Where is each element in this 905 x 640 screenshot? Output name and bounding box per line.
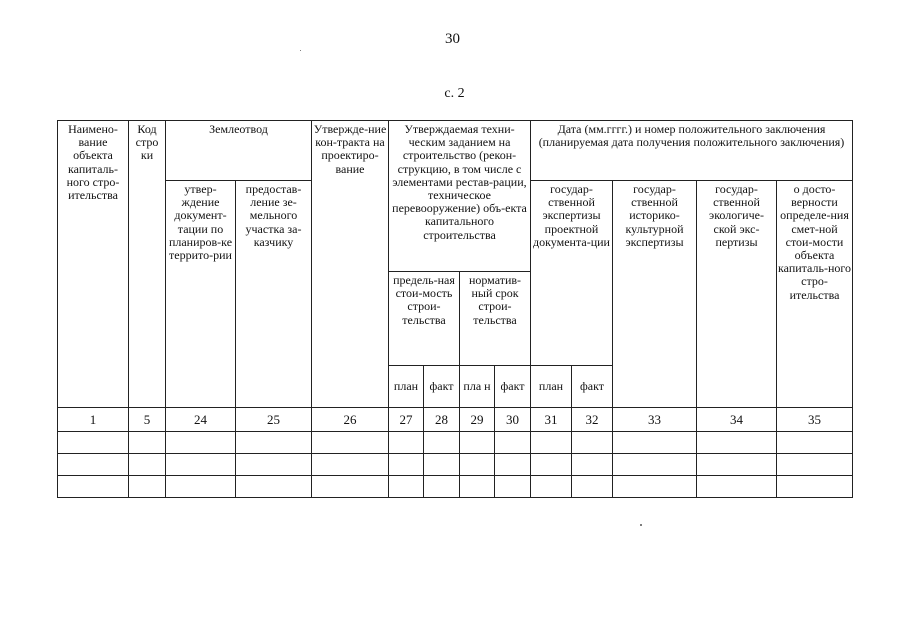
column-number: 34 xyxy=(697,408,777,432)
column-number: 29 xyxy=(460,408,495,432)
empty-cell[interactable] xyxy=(613,476,697,498)
empty-cell[interactable] xyxy=(129,432,166,454)
empty-cell[interactable] xyxy=(424,476,460,498)
empty-cell[interactable] xyxy=(777,476,853,498)
scan-speck xyxy=(300,50,301,51)
empty-cell[interactable] xyxy=(166,432,236,454)
empty-cell[interactable] xyxy=(572,432,613,454)
empty-cell[interactable] xyxy=(697,454,777,476)
empty-cell[interactable] xyxy=(58,476,129,498)
empty-cell[interactable] xyxy=(129,454,166,476)
empty-cell[interactable] xyxy=(613,432,697,454)
header-land-plan-approval: утвер-ждение документ-тации по планиров-ке террито-рии xyxy=(166,181,236,408)
empty-cell[interactable] xyxy=(312,432,389,454)
empty-cell[interactable] xyxy=(129,476,166,498)
column-numbers-row xyxy=(58,408,853,432)
empty-cell[interactable] xyxy=(166,476,236,498)
column-number: 30 xyxy=(495,408,531,432)
column-number: 33 xyxy=(613,408,697,432)
empty-cell[interactable] xyxy=(236,476,312,498)
empty-cell[interactable] xyxy=(166,454,236,476)
header-normative-term: норматив-ный срок строи-тельства xyxy=(460,272,531,366)
empty-cell[interactable] xyxy=(460,432,495,454)
empty-cell[interactable] xyxy=(777,454,853,476)
column-number: 32 xyxy=(572,408,613,432)
empty-cell[interactable] xyxy=(495,454,531,476)
empty-cell[interactable] xyxy=(460,476,495,498)
column-number: 31 xyxy=(531,408,572,432)
header-contract-approval: Утвержде-ние кон-тракта на проектиро-вание xyxy=(312,121,389,408)
empty-cell[interactable] xyxy=(572,454,613,476)
header-state-expertise-ecological: государ-ственной экологиче-ской экс-пертизы xyxy=(697,181,777,408)
empty-cell[interactable] xyxy=(697,476,777,498)
empty-data-row xyxy=(58,476,853,498)
empty-cell[interactable] xyxy=(236,454,312,476)
header-plan: план xyxy=(531,366,572,408)
empty-cell[interactable] xyxy=(312,476,389,498)
header-limit-cost: предель-ная стои-мость строи-тельства xyxy=(389,272,460,366)
empty-cell[interactable] xyxy=(389,432,424,454)
empty-cell[interactable] xyxy=(424,454,460,476)
column-number: 35 xyxy=(777,408,853,432)
empty-cell[interactable] xyxy=(531,476,572,498)
empty-cell[interactable] xyxy=(777,432,853,454)
empty-cell[interactable] xyxy=(389,454,424,476)
empty-cell[interactable] xyxy=(58,432,129,454)
header-state-expertise-project: государ-ственной экспертизы проектной документа-ции xyxy=(531,181,613,366)
header-state-expertise-historical: государ-ственной историко-культурной экспертизы xyxy=(613,181,697,408)
header-estimate-reliability: о досто-верности определе-ния смет-ной стои-мости объекта капиталь-ного стро-ительства xyxy=(777,181,853,408)
report-table xyxy=(57,120,853,498)
empty-cell[interactable] xyxy=(531,454,572,476)
column-number: 1 xyxy=(58,408,129,432)
column-number: 25 xyxy=(236,408,312,432)
column-number: 5 xyxy=(129,408,166,432)
page-number: 30 xyxy=(445,31,460,47)
empty-cell[interactable] xyxy=(58,454,129,476)
header-fact: факт xyxy=(495,366,531,408)
empty-cell[interactable] xyxy=(424,432,460,454)
empty-cell[interactable] xyxy=(495,476,531,498)
column-number: 26 xyxy=(312,408,389,432)
empty-cell[interactable] xyxy=(460,454,495,476)
empty-cell[interactable] xyxy=(495,432,531,454)
scan-speck xyxy=(640,524,642,526)
empty-cell[interactable] xyxy=(531,432,572,454)
column-number: 27 xyxy=(389,408,424,432)
column-number: 24 xyxy=(166,408,236,432)
header-plan: план xyxy=(389,366,424,408)
header-fact: факт xyxy=(572,366,613,408)
column-number: 28 xyxy=(424,408,460,432)
empty-data-row xyxy=(58,454,853,476)
empty-cell[interactable] xyxy=(236,432,312,454)
header-plan: пла н xyxy=(460,366,495,408)
header-row-1 xyxy=(58,121,853,181)
empty-cell[interactable] xyxy=(389,476,424,498)
header-land-allotment: Землеотвод xyxy=(166,121,312,181)
empty-cell[interactable] xyxy=(572,476,613,498)
header-land-provision: предостав-ление зе-мельного участка за-казчику xyxy=(236,181,312,408)
header-technical-task: Утверждаемая техни-ческим заданием на строительство (рекон-струкцию, в том числе с элементами рестав-рации, техническое перевооружение) объ-екта капитального строительства xyxy=(389,121,531,272)
empty-cell[interactable] xyxy=(312,454,389,476)
empty-data-row xyxy=(58,432,853,454)
header-row-code: Код стро ки xyxy=(129,121,166,408)
header-fact: факт xyxy=(424,366,460,408)
empty-cell[interactable] xyxy=(613,454,697,476)
sheet-label: с. 2 xyxy=(444,86,465,101)
header-conclusion-date: Дата (мм.гггг.) и номер положительного заключения (планируемая дата получения положительного заключения) xyxy=(531,121,853,181)
header-object-name: Наимено-вание объекта капиталь-ного стро-ительства xyxy=(58,121,129,408)
empty-cell[interactable] xyxy=(697,432,777,454)
